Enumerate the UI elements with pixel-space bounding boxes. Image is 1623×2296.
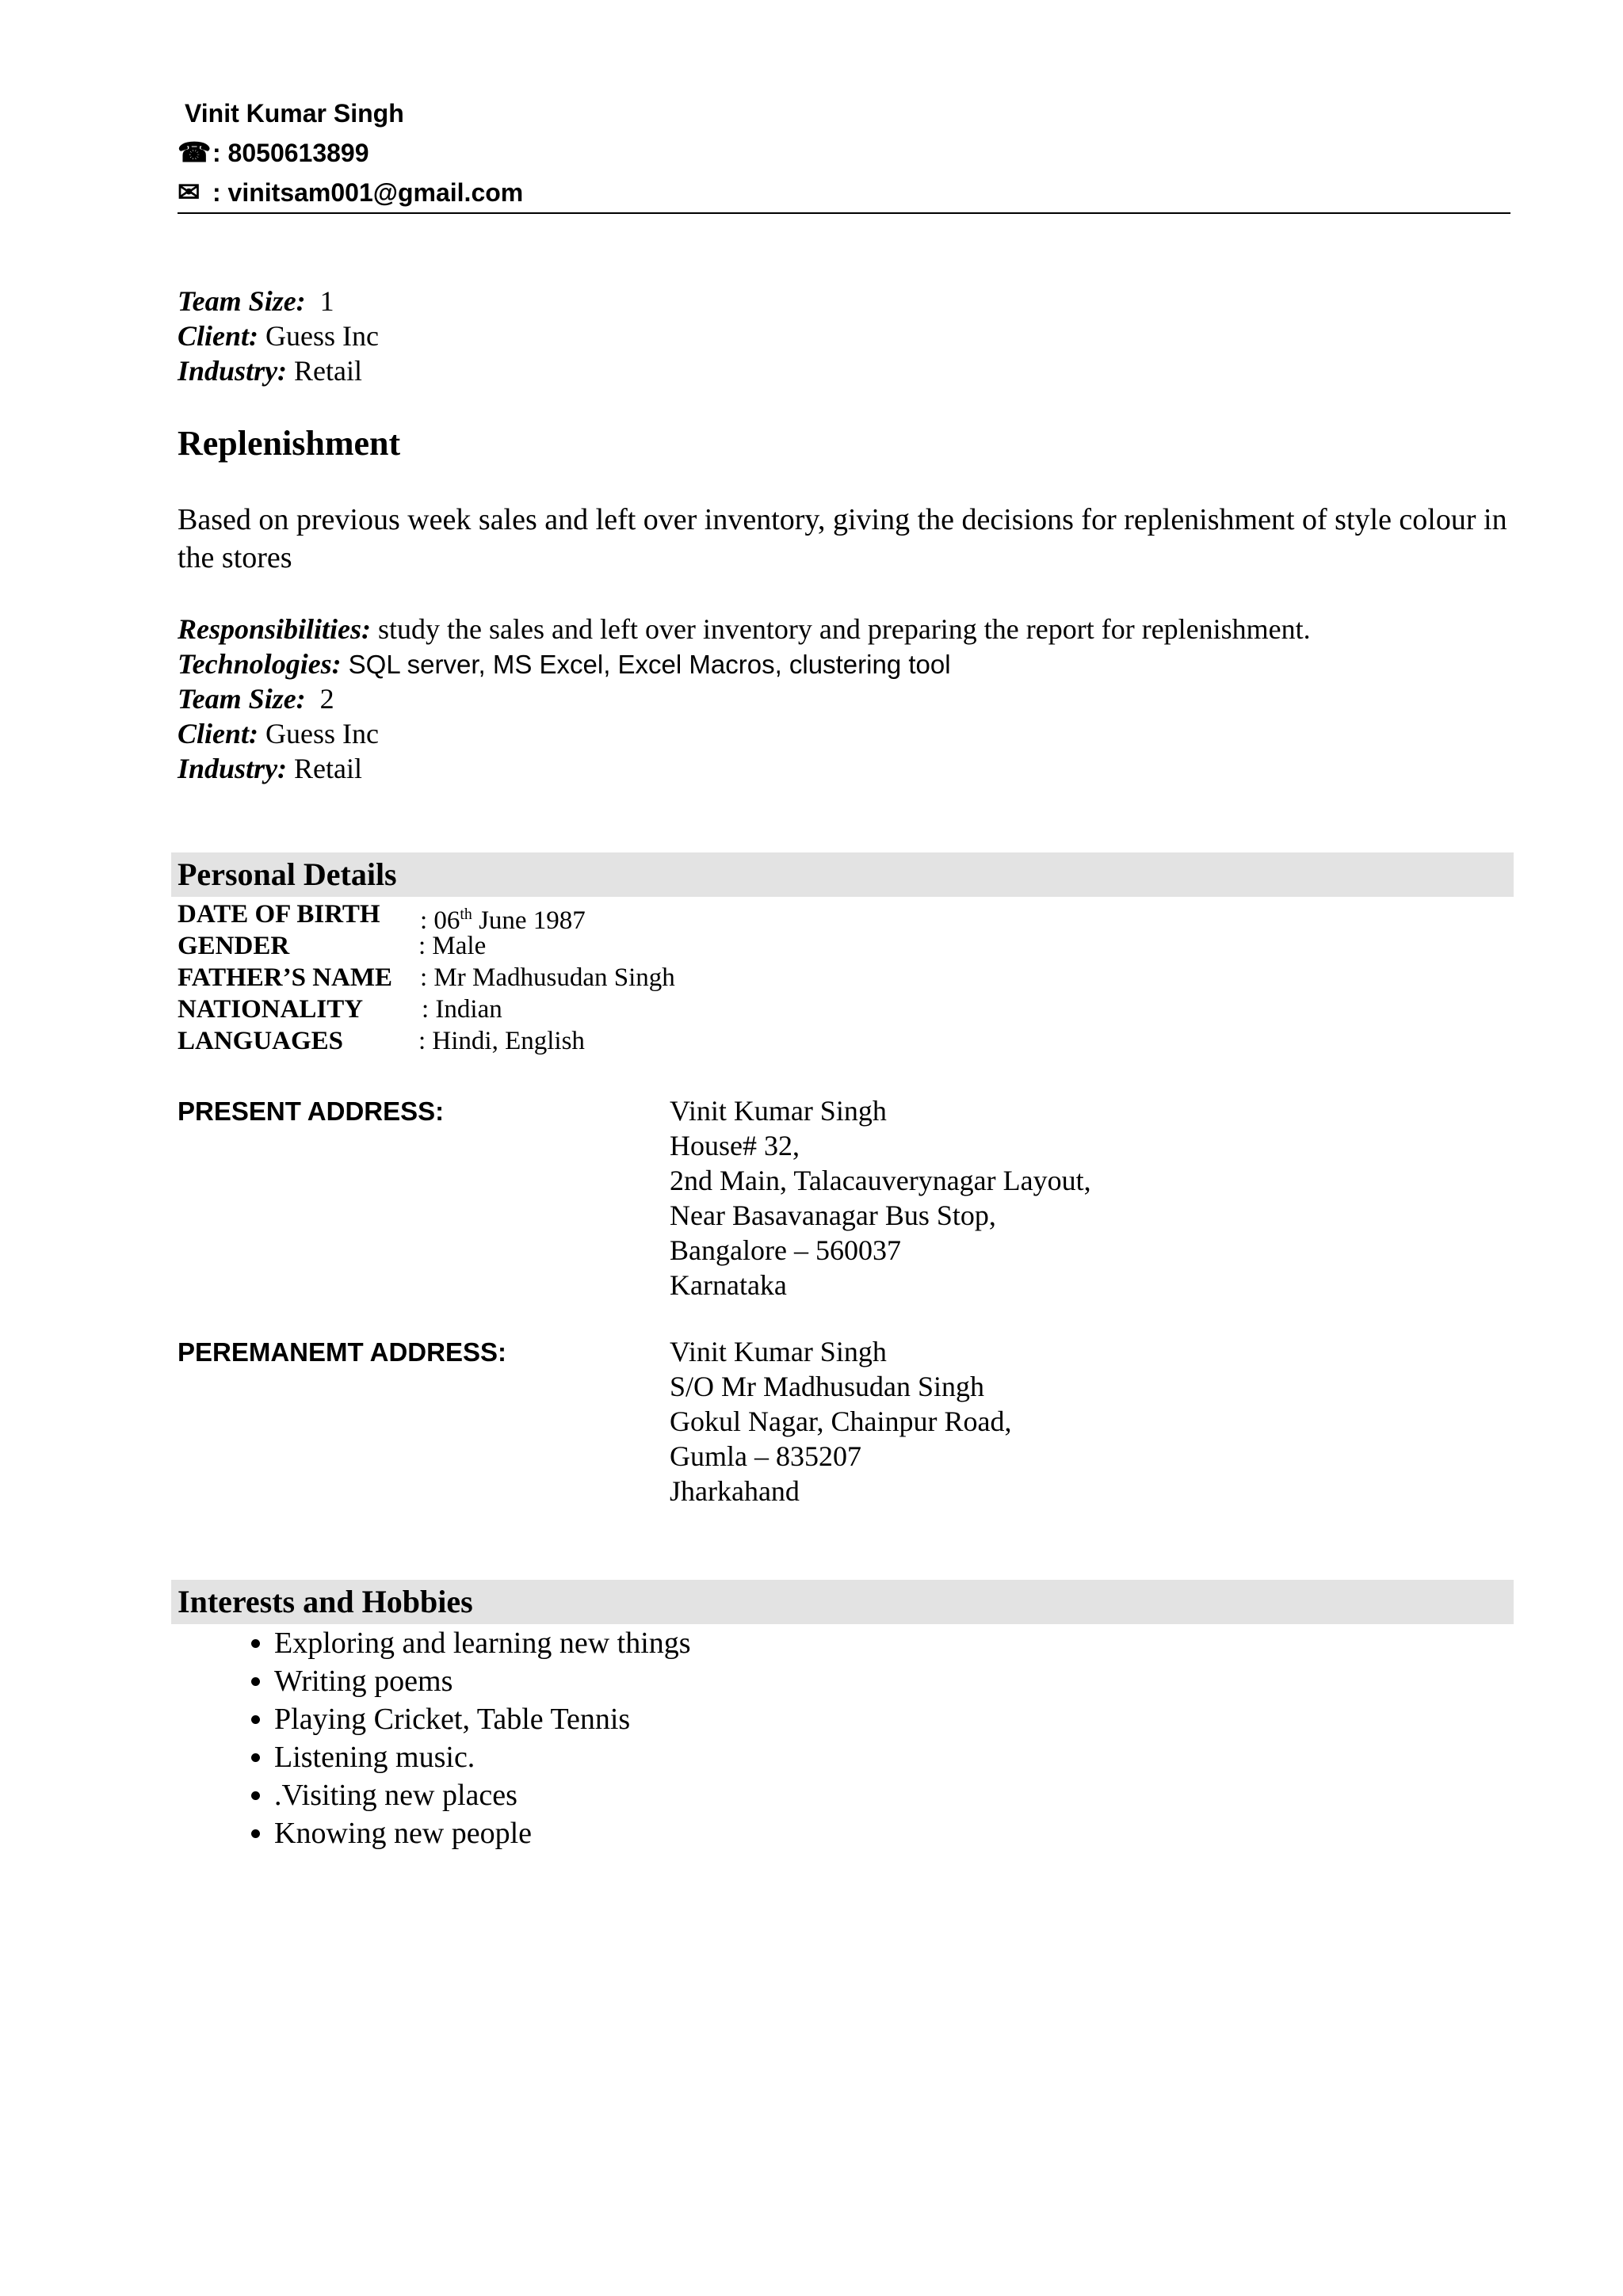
father-row xyxy=(178,962,812,994)
nationality-row xyxy=(178,994,812,1025)
list-item: • Knowing new people xyxy=(274,1814,691,1852)
address-line: Vinit Kumar Singh xyxy=(670,1095,887,1127)
email-address: vinitsam001@gmail.com xyxy=(227,178,524,207)
present-address-lines xyxy=(670,1093,1091,1302)
project1-team-size xyxy=(178,284,334,318)
personal-details-header xyxy=(171,852,1514,897)
team-size-label: Team Size: xyxy=(178,683,306,715)
responsibilities-value: study the sales and left over inventory and preparing the report for replenishment. xyxy=(378,613,1311,645)
technologies-value: SQL server, MS Excel, Excel Macros, clustering tool xyxy=(348,650,951,679)
address-line: Karnataka xyxy=(670,1269,787,1301)
address-line: House# 32, xyxy=(670,1130,800,1161)
nationality-label: NATIONALITY xyxy=(178,995,364,1024)
list-item: • .Visiting new places xyxy=(274,1776,691,1814)
project1-client xyxy=(178,318,379,353)
team-size-value: 1 xyxy=(319,285,334,317)
address-line: Gokul Nagar, Chainpur Road, xyxy=(670,1405,1012,1437)
list-item: • Exploring and learning new things xyxy=(274,1624,691,1662)
list-item: • Listening music. xyxy=(274,1738,691,1776)
father-value: : Mr Madhusudan Singh xyxy=(420,963,675,992)
project-description: Based on previous week sales and left over inventory, giving the decisions for replenishment of style colour in the stores xyxy=(178,503,1507,574)
list-item: • Writing poems xyxy=(274,1662,691,1700)
section-title: Personal Details xyxy=(178,856,397,892)
languages-row xyxy=(178,1025,812,1057)
permanent-address-label: PEREMANEMT ADDRESS: xyxy=(178,1337,506,1367)
dob-row xyxy=(178,898,812,935)
address-line: Gumla – 835207 xyxy=(670,1440,861,1472)
list-item: • Playing Cricket, Table Tennis xyxy=(274,1700,691,1738)
hobbies-header xyxy=(171,1580,1514,1624)
project2-industry xyxy=(178,751,362,786)
industry-label: Industry: xyxy=(178,355,288,387)
technologies-label: Technologies: xyxy=(178,648,342,680)
address-line: Bangalore – 560037 xyxy=(670,1234,901,1266)
envelope-icon: ✉ xyxy=(178,177,200,208)
nationality-value: : Indian xyxy=(422,995,502,1024)
client-value: Guess Inc xyxy=(265,718,379,749)
address-line: Jharkahand xyxy=(670,1475,800,1507)
phone-prefix: : xyxy=(212,139,228,167)
languages-value: : Hindi, English xyxy=(418,1027,585,1055)
candidate-name: Vinit Kumar Singh xyxy=(185,99,404,128)
dob-label: DATE OF BIRTH xyxy=(178,900,380,929)
responsibilities-line xyxy=(178,612,1311,646)
father-label: FATHER’S NAME xyxy=(178,963,393,992)
email-line xyxy=(178,173,523,212)
address-line: 2nd Main, Talacauverynagar Layout, xyxy=(670,1165,1091,1196)
header-divider xyxy=(178,212,1510,214)
email-prefix: : xyxy=(212,178,228,207)
team-size-value: 2 xyxy=(319,683,334,715)
address-line: Near Basavanagar Bus Stop, xyxy=(670,1199,996,1231)
project2-team-size xyxy=(178,681,334,716)
industry-label: Industry: xyxy=(178,753,288,784)
project2-client xyxy=(178,716,379,751)
team-size-label: Team Size: xyxy=(178,285,306,317)
address-line: S/O Mr Madhusudan Singh xyxy=(670,1371,985,1402)
hobbies-list xyxy=(178,1624,691,1852)
client-label: Client: xyxy=(178,718,259,749)
project1-industry xyxy=(178,353,362,388)
responsibilities-label: Responsibilities: xyxy=(178,613,372,645)
client-value: Guess Inc xyxy=(265,320,379,352)
industry-value: Retail xyxy=(294,355,363,387)
telephone-icon: ☎ xyxy=(178,138,212,168)
present-address-label: PRESENT ADDRESS: xyxy=(178,1097,445,1126)
industry-value: Retail xyxy=(294,753,363,784)
dob-day: : 06 xyxy=(420,906,460,935)
gender-label: GENDER xyxy=(178,932,290,960)
gender-row xyxy=(178,930,812,962)
technologies-line xyxy=(178,646,951,682)
phone-number: 8050613899 xyxy=(227,139,369,167)
dob-suffix: th xyxy=(460,906,472,923)
gender-value: : Male xyxy=(418,932,487,960)
client-label: Client: xyxy=(178,320,259,352)
phone-line xyxy=(178,133,369,173)
languages-label: LANGUAGES xyxy=(178,1027,344,1055)
permanent-address-lines xyxy=(670,1334,1011,1508)
section-title: Interests and Hobbies xyxy=(178,1584,473,1619)
dob-month-year: June 1987 xyxy=(472,906,586,935)
project-title: Replenishment xyxy=(178,424,401,463)
address-line: Vinit Kumar Singh xyxy=(670,1336,887,1367)
